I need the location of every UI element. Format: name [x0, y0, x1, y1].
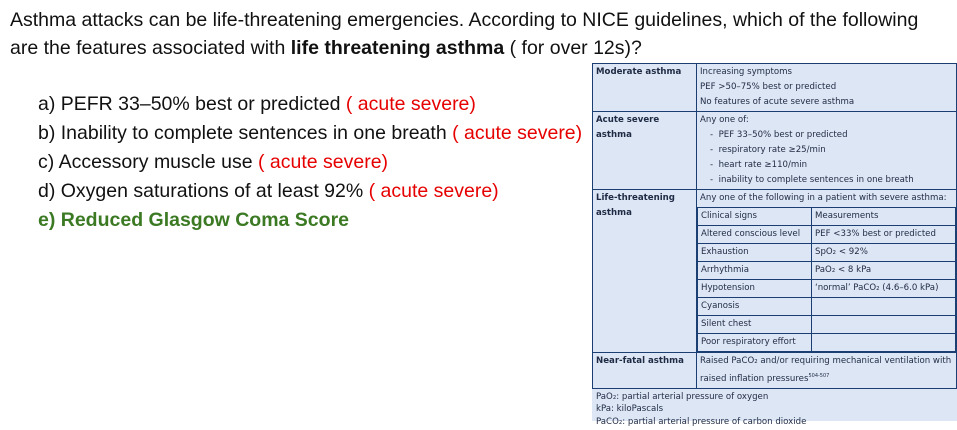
life-row [698, 226, 956, 244]
row-life-threatening [593, 190, 957, 353]
life-subtable [697, 207, 956, 352]
option-a-text: a) PEFR 33–50% best or predicted [38, 93, 346, 115]
clinical-sign: Poor respiratory effort [698, 334, 812, 352]
measurement: SpO₂ < 92% [812, 244, 956, 262]
label-life-threatening: Life-threatening asthma [593, 190, 697, 353]
footnote: PaO₂: partial arterial pressure of oxygen [596, 391, 769, 402]
acute-item: - respiratory rate ≥25/min [710, 145, 826, 155]
measurement: PaO₂ < 8 kPa [812, 262, 956, 280]
question-emphasis: life threatening asthma [290, 37, 505, 59]
clinical-sign: Altered conscious level [698, 226, 812, 244]
measurement [812, 334, 956, 352]
life-subtable-header [698, 208, 956, 226]
row-acute-severe [593, 112, 957, 190]
acute-item: - inability to complete sentences in one breath [710, 175, 914, 185]
nice-severity-table-image [592, 63, 957, 427]
acute-item: - PEF 33–50% best or predicted [710, 130, 848, 140]
option-b-note: ( acute severe) [452, 122, 583, 144]
question-text [10, 6, 950, 62]
question-lead: Asthma attacks can be life-threatening emergencies. According to NICE guidelines, which of the following are the features associated with [10, 9, 919, 59]
life-features [697, 190, 957, 353]
acute-features [697, 112, 957, 190]
moderate-line: Increasing symptoms [700, 67, 792, 77]
near-fatal-text: Raised PaCO₂ and/or requiring mechanical ventilation with raised inflation pressures [700, 356, 952, 384]
life-row [698, 244, 956, 262]
option-d[interactable] [38, 177, 582, 206]
measurement [812, 316, 956, 334]
life-row [698, 280, 956, 298]
label-moderate: Moderate asthma [593, 64, 697, 112]
moderate-line: PEF >50–75% best or predicted [700, 82, 837, 92]
label-near-fatal: Near-fatal asthma [593, 353, 697, 389]
option-e-text: e) Reduced Glasgow Coma Score [38, 209, 350, 231]
option-b[interactable] [38, 119, 582, 148]
measurement: ‘normal’ PaCO₂ (4.6–6.0 kPa) [812, 280, 956, 298]
footnote: PaCO₂: partial arterial pressure of carbon dioxide [596, 416, 807, 427]
question-tail: ( for over 12s)? [504, 37, 642, 59]
measurement [812, 298, 956, 316]
acute-intro: Any one of: [700, 115, 749, 125]
row-moderate [593, 64, 957, 112]
col-clinical-signs: Clinical signs [698, 208, 812, 226]
option-b-text: b) Inability to complete sentences in one breath [38, 122, 453, 144]
footnote: kPa: kiloPascals [596, 404, 664, 415]
reference-marker: 504-507 [808, 373, 830, 379]
life-row [698, 334, 956, 352]
moderate-features [697, 64, 957, 112]
measurement: PEF <33% best or predicted [812, 226, 956, 244]
life-intro: Any one of the following in a patient with severe asthma: [700, 193, 947, 203]
clinical-sign: Silent chest [698, 316, 812, 334]
option-a-note: ( acute severe) [345, 93, 476, 115]
life-row [698, 298, 956, 316]
acute-item: - heart rate ≥110/min [710, 160, 808, 170]
nice-severity-table [592, 63, 957, 389]
clinical-sign: Arrhythmia [698, 262, 812, 280]
clinical-sign: Exhaustion [698, 244, 812, 262]
option-d-text: d) Oxygen saturations of at least 92% [38, 180, 369, 202]
clinical-sign: Cyanosis [698, 298, 812, 316]
life-row [698, 262, 956, 280]
table-footnotes [592, 389, 957, 430]
option-c-note: ( acute severe) [257, 151, 389, 173]
option-c[interactable] [38, 148, 582, 177]
answer-options [38, 90, 582, 235]
clinical-sign: Hypotension [698, 280, 812, 298]
option-c-text: c) Accessory muscle use [38, 151, 258, 173]
moderate-line: No features of acute severe asthma [700, 97, 855, 107]
option-a[interactable] [38, 90, 582, 119]
option-e[interactable] [38, 206, 582, 235]
label-acute-severe: Acute severe asthma [593, 112, 697, 190]
life-row [698, 316, 956, 334]
option-d-note: ( acute severe) [368, 180, 499, 202]
near-fatal-features [697, 353, 957, 389]
col-measurements: Measurements [812, 208, 956, 226]
row-near-fatal [593, 353, 957, 389]
